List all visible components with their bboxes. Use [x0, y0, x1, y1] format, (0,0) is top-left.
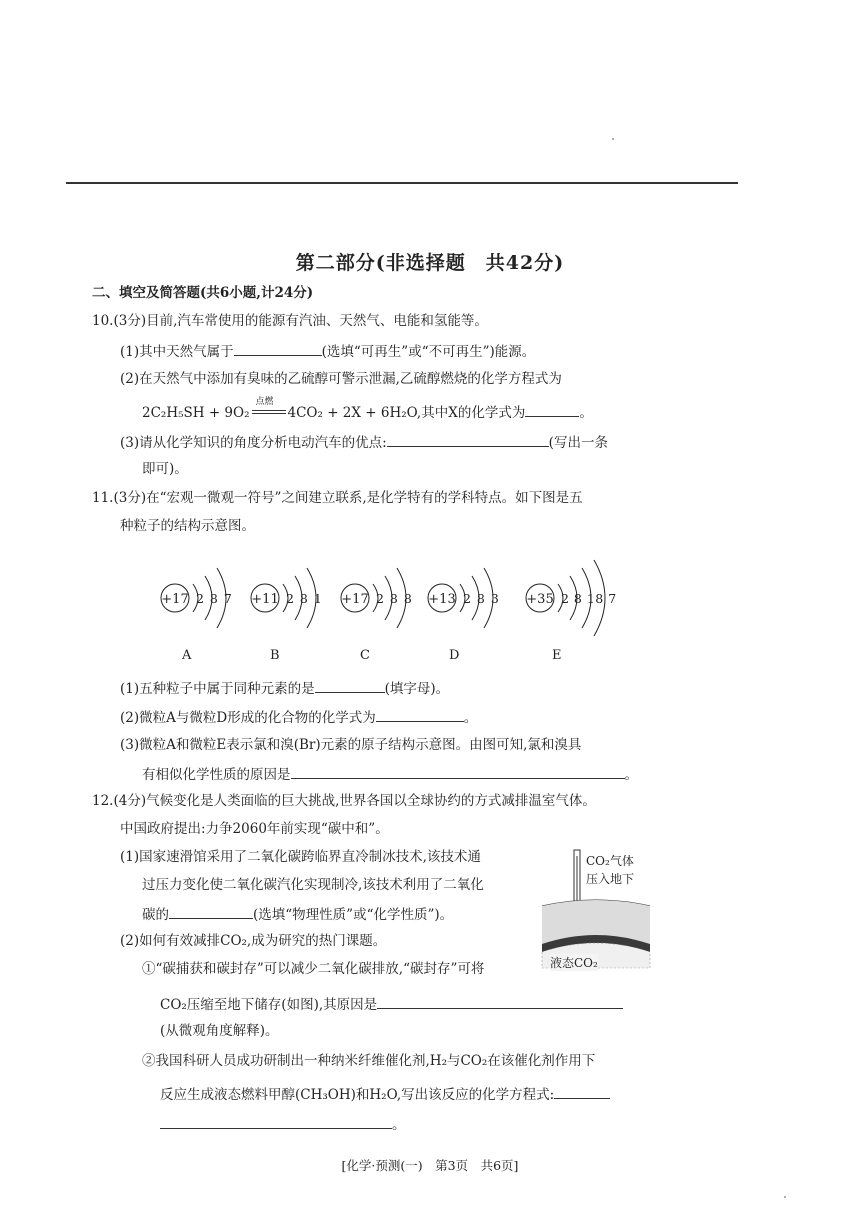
part-title: 第二部分(非选择题 共42分): [295, 252, 565, 274]
atom-e-electrons: 2 8 18 7: [561, 591, 617, 606]
q11-sub3-text-b: 有相似化学性质的原因是: [142, 767, 291, 783]
q11-blank-3[interactable]: [291, 764, 625, 779]
q11-sub3-cont: [142, 764, 638, 784]
atom-label-d: D: [449, 648, 460, 663]
q11-stem-1: 11.(3分)在“宏观一微观一符号”之间建立联系,是化学特有的学科特点。如下图是五: [92, 490, 583, 506]
q11-blank-1[interactable]: [315, 678, 385, 693]
atom-b-electrons: 2 8 1: [286, 591, 323, 606]
atom-a: [161, 568, 233, 628]
q12-sub1-text-b: (选填“物理性质”或“化学性质”)。: [253, 907, 454, 923]
q11-sub1-text-b: (填字母)。: [384, 681, 450, 697]
atom-label-b: B: [270, 648, 280, 663]
atom-d-electrons: 2 8 3: [463, 591, 500, 606]
atom-a-electrons: 2 8 7: [196, 591, 233, 606]
scan-speck: [612, 138, 614, 140]
atom-c-nucleus: +17: [341, 592, 369, 607]
q12-blank-1[interactable]: [169, 904, 253, 919]
q10-blank-3[interactable]: [387, 432, 549, 447]
q11-sub1-text-a: (1)五种粒子中属于同种元素的是: [120, 681, 315, 697]
q11-sub2: [120, 707, 477, 727]
q11-sub3: (3)微粒A和微粒E表示氯和溴(Br)元素的原子结构示意图。由图可知,氯和溴具: [120, 737, 582, 753]
q12-sub1-line1: (1)国家速滑馆采用了二氧化碳跨临界直冷制冰技术,该技术通: [120, 849, 481, 865]
q10-blank-1[interactable]: [234, 341, 322, 356]
q12-c2-end: 。: [392, 1117, 406, 1133]
q10-blank-2[interactable]: [525, 402, 579, 417]
atom-d-nucleus: +13: [428, 592, 456, 607]
q12-c2-text-a: 反应生成液态燃料甲醇(CH₃OH)和H₂O,写出该反应的化学方程式:: [160, 1087, 555, 1103]
atom-b-nucleus: +11: [251, 592, 279, 607]
q11-sub2-text-b: 。: [463, 710, 478, 726]
q10-eq-arrow: [250, 397, 288, 417]
scan-speck: [784, 1196, 786, 1198]
atom-d: [428, 568, 500, 628]
q12-c2-line2: [160, 1084, 610, 1104]
q10-sub1-text-b: (选填“可再生”或“不可再生”)能源。: [321, 344, 536, 360]
top-rule: [66, 182, 738, 184]
atom-b: [251, 568, 323, 628]
q12-sub1-text-a: 碳的: [142, 907, 169, 923]
atom-c: [341, 568, 413, 628]
atom-label-c: C: [360, 648, 370, 663]
fig-label-press-underground: 压入地下: [586, 872, 635, 886]
q10-sub3-text-b: (写出一条: [548, 435, 608, 451]
q12-c1-line3: (从微观角度解释)。: [160, 1023, 279, 1039]
q12-blank-4[interactable]: [160, 1114, 392, 1129]
q11-stem-2: 种粒子的结构示意图。: [120, 518, 255, 534]
atom-diagrams: [140, 548, 640, 648]
q10-stem: 10.(3分)目前,汽车常使用的能源有汽油、天然气、电能和氢能等。: [92, 313, 488, 329]
q12-stem-1: 12.(4分)气候变化是人类面临的巨大挑战,世界各国以全球协约的方式减排温室气体。: [92, 793, 596, 809]
atom-a-nucleus: +17: [161, 592, 189, 607]
q10-equation: [142, 397, 593, 422]
co2-storage-figure: [538, 846, 654, 972]
atom-label-a: A: [182, 648, 192, 663]
q12-blank-2[interactable]: [377, 994, 623, 1009]
q12-stem-2: 中国政府提出:力争2060年前实现“碳中和”。: [120, 821, 389, 837]
fig-label-liquid-co2: 液态CO₂: [550, 956, 598, 970]
atom-e: [526, 560, 617, 636]
q10-sub2: (2)在天然气中添加有臭味的乙硫醇可警示泄漏,乙硫醇燃烧的化学方程式为: [120, 371, 562, 387]
q12-sub1-line3: [142, 904, 453, 924]
q10-sub1: [120, 341, 535, 361]
q10-eq-end: 。: [579, 405, 593, 421]
q10-eq-right: 4CO₂ + 2X + 6H₂O,其中X的化学式为: [287, 405, 526, 421]
q12-blank-3[interactable]: [554, 1084, 610, 1099]
q10-sub3: [120, 432, 608, 452]
q12-c1-text-a: CO₂压缩至地下储存(如图),其原因是: [160, 997, 378, 1013]
q12-c2-line3: [160, 1114, 406, 1134]
page-footer: [化学·预测(一) 第3页 共6页]: [341, 1158, 519, 1173]
q12-c2-line1: ②我国科研人员成功研制出一种纳米纤维催化剂,H₂与CO₂在该催化剂作用下: [142, 1053, 596, 1069]
atom-c-electrons: 2 8 8: [376, 591, 413, 606]
atom-e-nucleus: +35: [526, 592, 554, 607]
q10-sub3-cont: 即可)。: [142, 461, 188, 477]
q12-c1-line1: ①“碳捕获和碳封存”可以减少二氧化碳排放,“碳封存”可将: [142, 961, 485, 977]
q10-eq-left: 2C₂H₅SH + 9O₂: [142, 405, 250, 421]
q12-sub1-line2: 过压力变化使二氧化碳汽化实现制冷,该技术利用了二氧化: [142, 877, 484, 893]
q12-sub2: (2)如何有效减排CO₂,成为研究的热门课题。: [120, 933, 387, 949]
q10-sub3-text-a: (3)请从化学知识的角度分析电动汽车的优点:: [120, 435, 387, 451]
q11-sub1: [120, 678, 449, 698]
q11-sub2-text-a: (2)微粒A与微粒D形成的化合物的化学式为: [120, 710, 376, 726]
q12-c1-line2: [160, 994, 623, 1014]
atom-label-e: E: [552, 648, 562, 663]
fig-label-co2-gas: CO₂气体: [586, 854, 634, 868]
q10-eq-condition: 点燃: [255, 397, 274, 407]
q10-sub1-text-a: (1)其中天然气属于: [120, 344, 234, 360]
section-title: 二、填空及简答题(共6小题,计24分): [92, 285, 314, 301]
q11-sub3-text-c: 。: [624, 767, 638, 783]
q11-blank-2[interactable]: [376, 707, 464, 722]
